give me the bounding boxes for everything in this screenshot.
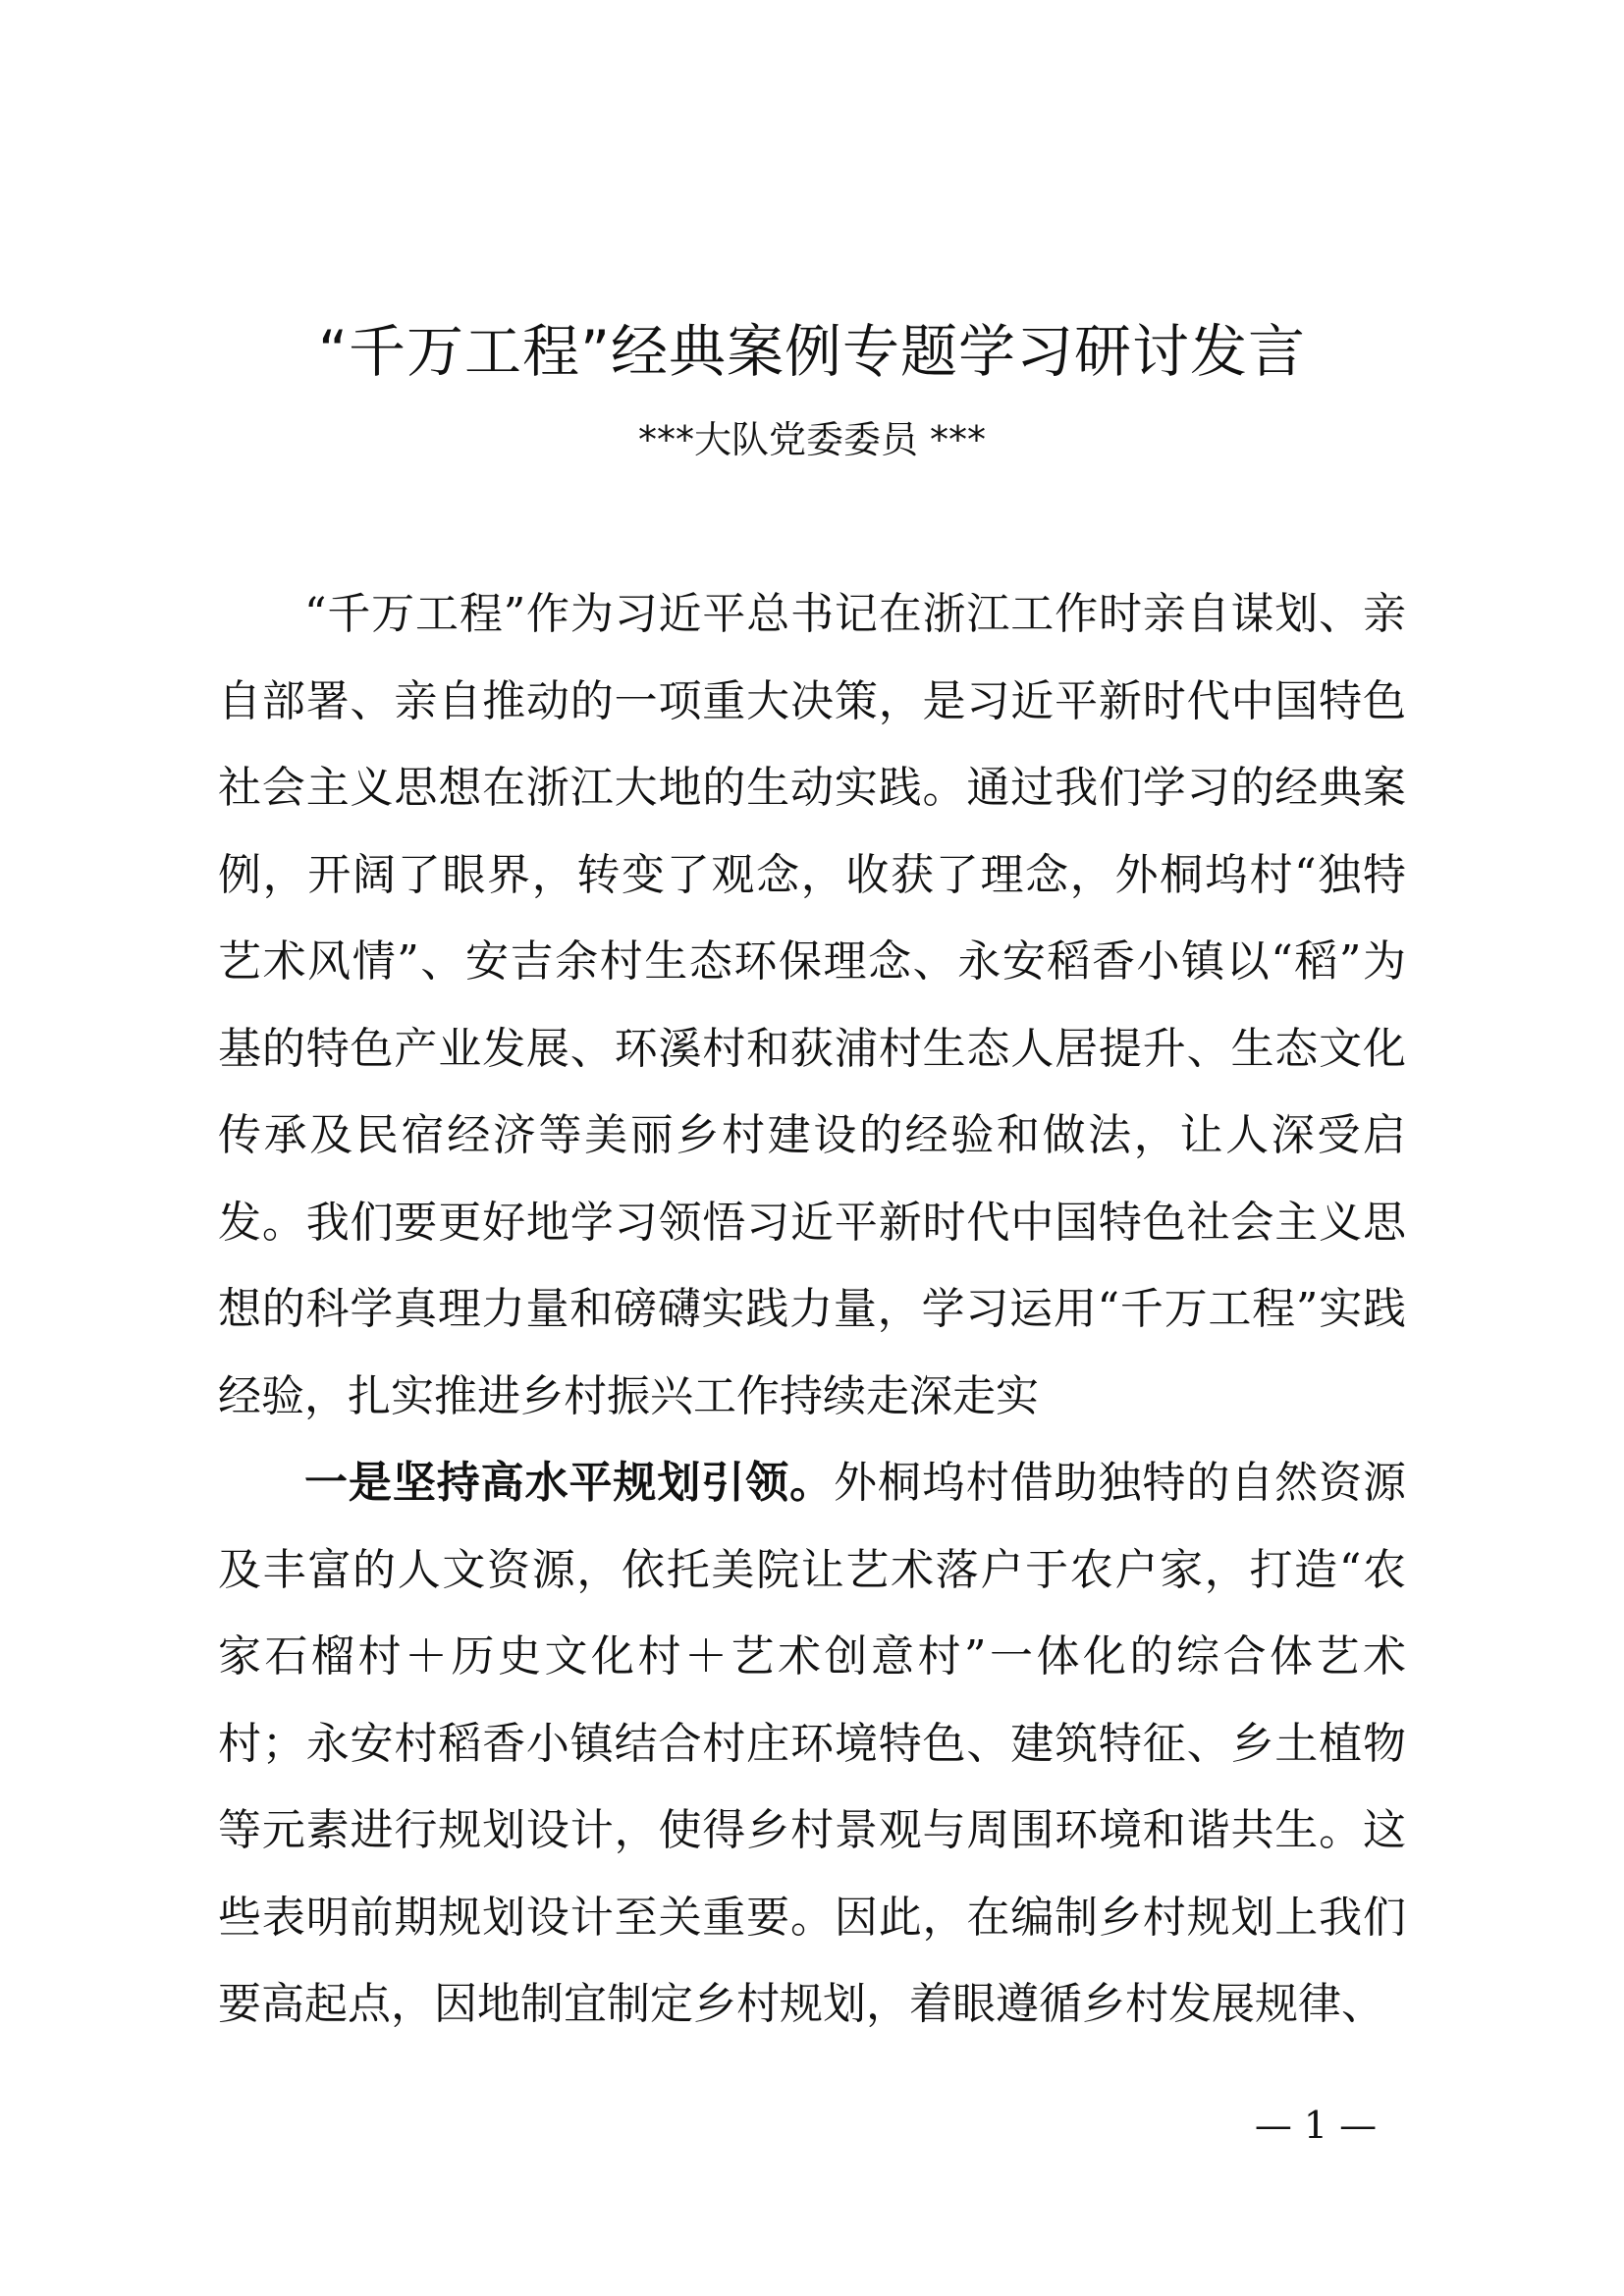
document-title: “千万工程”经典案例专题学习研讨发言	[317, 318, 1307, 385]
document-body	[218, 571, 1406, 2049]
paragraph-intro-text: “千万工程”作为习近平总书记在浙江工作时亲自谋划、亲自部署、亲自推动的一项重大决策，是习近平新时代中国特色社会主义思想在浙江大地的生动实践。通过我们学习的经典案例，开阔了眼界，转变了观念，收获了理念，外桐坞村“独特艺术风情”、安吉余村生态环保理念、永安稻香小镇以“稻”为基的特色产业发展、环溪村和荻浦村生态人居提升、生态文化传承及民宿经济等美丽乡村建设的经验和做法，让人深受启发。我们要更好地学习领悟习近平新时代中国特色社会主义思想的科学真理力量和磅礴实践力量，学习运用“千万工程”实践经验，扎实推进乡村振兴工作持续走深走实	[218, 589, 1406, 1421]
author-line: ***大队党委委员 ***	[637, 418, 987, 461]
paragraph-point-one-text: 外桐坞村借助独特的自然资源及丰富的人文资源，依托美院让艺术落户于农户家，打造“农家石榴村＋历史文化村＋艺术创意村”一体化的综合体艺术村；永安村稻香小镇结合村庄环境特色、建筑特征、乡土植物等元素进行规划设计，使得乡村景观与周围环境和谐共生。这些表明前期规划设计至关重要。因此，在编制乡村规划上我们要高起点，因地制宜制定乡村规划，着眼遵循乡村发展规律、	[218, 1458, 1406, 2029]
paragraph-point-one	[218, 1440, 1406, 2049]
paragraph-intro	[218, 571, 1406, 1440]
page-number: — 1 —	[1254, 2104, 1378, 2147]
paragraph-point-one-lead: 一是坚持高水平规划引领。	[304, 1458, 834, 1508]
